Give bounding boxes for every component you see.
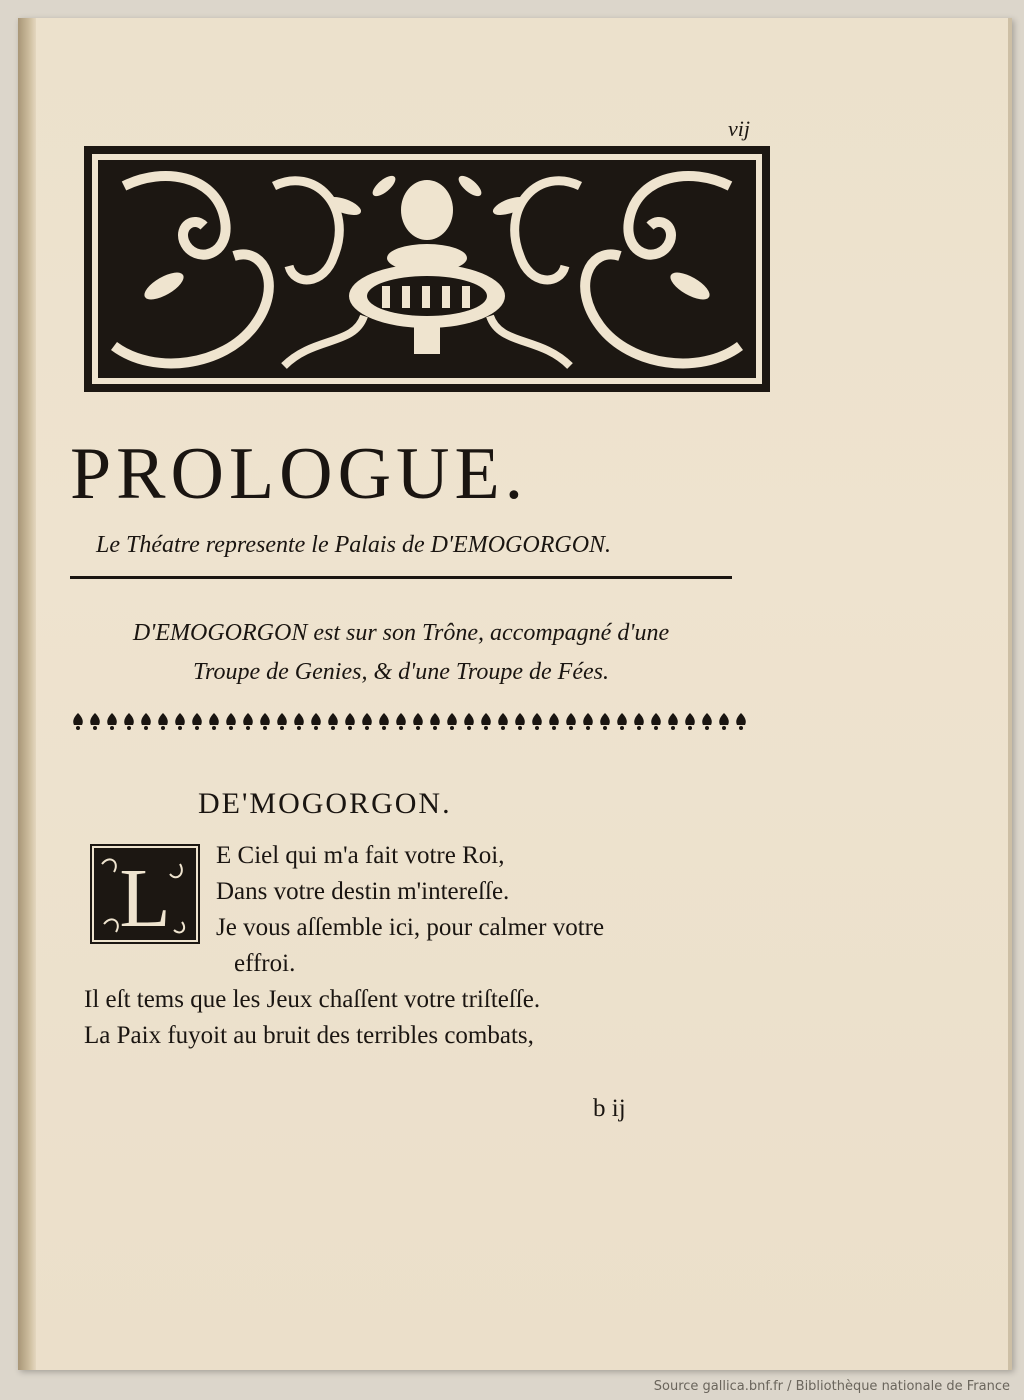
headpiece-ornament-art — [84, 146, 770, 392]
scene-description-line-2: Troupe de Genies, & d'une Troupe de Fées. — [193, 659, 609, 685]
stage-direction: Le Théatre represente le Palais de D'EMOGORGON. — [96, 532, 612, 558]
scene-description — [70, 614, 732, 692]
speaker-name: DE'MOGORGON. — [198, 787, 452, 820]
scene-description-line-1: D'EMOGORGON est sur son Trône, accompagné d'une — [132, 620, 670, 646]
verse-line: Je vous aſſemble ici, pour calmer votre — [216, 914, 605, 941]
page-gutter-shadow — [18, 18, 36, 1370]
fleuron-divider-art — [70, 711, 750, 731]
ornamental-headpiece — [84, 146, 770, 392]
fleuron-divider — [70, 711, 750, 731]
decorated-initial-art — [90, 844, 200, 944]
verse-line: La Paix fuyoit au bruit des terribles combats, — [84, 1022, 534, 1049]
source-attribution: Source gallica.bnf.fr / Bibliothèque nationale de France — [653, 1379, 1010, 1394]
verse-line: Il eſt tems que les Jeux chaſſent votre triſteſſe. — [84, 986, 541, 1013]
horizontal-rule — [70, 576, 732, 579]
page-title: PROLOGUE. — [70, 433, 529, 515]
decorated-initial — [90, 844, 200, 944]
page-number: vij — [728, 116, 750, 141]
verse-line: effroi. — [234, 950, 296, 977]
verse-line: Dans votre destin m'intereſſe. — [216, 878, 510, 905]
verse-line: E Ciel qui m'a fait votre Roi, — [216, 842, 505, 869]
decorated-initial-letter: L — [119, 852, 171, 944]
catchword-signature: b ij — [593, 1095, 626, 1122]
